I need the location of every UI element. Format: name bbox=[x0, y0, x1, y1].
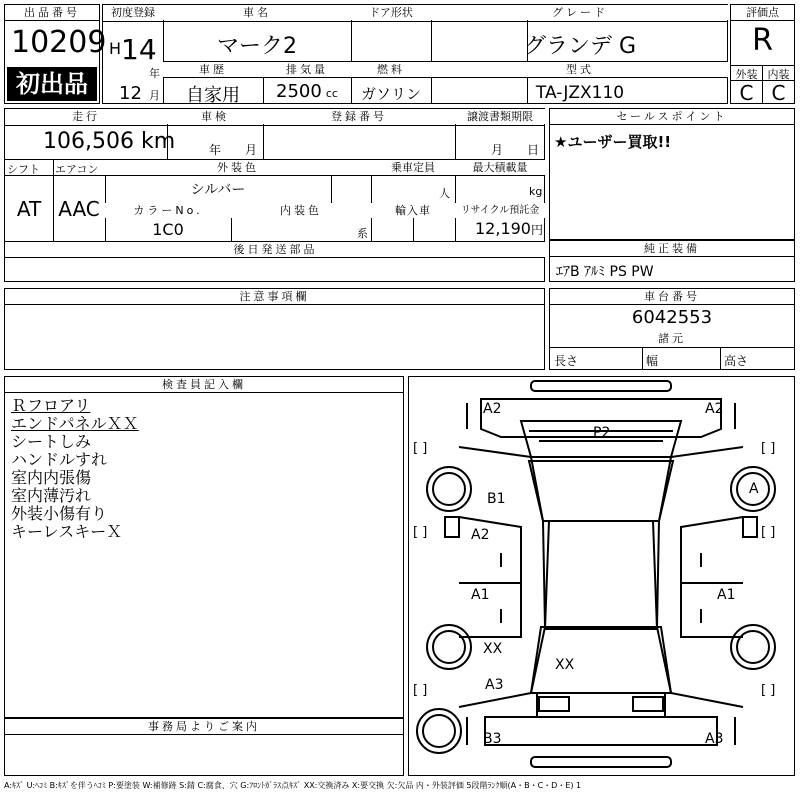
mileage-label: 走行 bbox=[5, 109, 167, 124]
inspector-notes bbox=[11, 397, 139, 541]
score-cell bbox=[730, 4, 795, 104]
damage-rear-door-right: A1 bbox=[717, 587, 736, 603]
car-diagram-box bbox=[408, 376, 795, 776]
note-item: エンドパネルＸＸ bbox=[11, 414, 139, 433]
length-label: 長さ bbox=[554, 354, 579, 368]
later-parts-label: 後日発送部品 bbox=[5, 242, 546, 257]
damage-front-door-left: A2 bbox=[471, 527, 490, 543]
legend: A:ｷｽﾞ U:ﾍｺﾐ B:ｷｽﾞを伴うﾍｺﾐ P:要塗装 W:補修跡 S:錆 C:腐食、穴 G:ﾌﾛﾝﾄｶﾞﾗｽ点ｷｽﾞ XX:交換済み X:要交換 欠:欠品 内・外装評価 5段階ﾗﾝｸ順(A・B・C・D・E) 1 bbox=[4, 781, 582, 790]
caution-label: 注意事項欄 bbox=[5, 289, 544, 305]
note-item: 室内内張傷 bbox=[11, 468, 92, 487]
transfer-month: 月 bbox=[491, 143, 504, 157]
lot-number: 10209 bbox=[11, 25, 107, 60]
chassis-box bbox=[549, 288, 795, 370]
damage-rear-door-left: A1 bbox=[471, 587, 490, 603]
displacement-number: 2500 bbox=[276, 81, 322, 102]
reg-year: 14 bbox=[121, 33, 157, 66]
score-value: R bbox=[752, 23, 773, 58]
sales-point-text: ★ユーザー買取!! bbox=[554, 133, 672, 151]
damage-rear-left: B3 bbox=[483, 731, 502, 747]
note-item: シートしみ bbox=[11, 432, 92, 451]
damage-front-fender-left: B1 bbox=[487, 491, 506, 507]
inspector-label: 検査員記入欄 bbox=[5, 377, 403, 393]
sales-point-label: セールスポイント bbox=[550, 109, 794, 125]
load-label: 最大積載量 bbox=[455, 160, 545, 175]
shift-label: シフト bbox=[7, 163, 40, 176]
interior-label: 内装 bbox=[767, 68, 790, 81]
door-label: ドア形状 bbox=[351, 5, 431, 20]
recycle-unit: 円 bbox=[530, 223, 543, 237]
ac-value: AAC bbox=[58, 197, 100, 221]
note-item: 外装小傷有り bbox=[11, 504, 108, 523]
exterior-label: 外装 bbox=[735, 68, 758, 81]
spec-table bbox=[4, 108, 545, 282]
import-label: 輸入車 bbox=[371, 203, 455, 218]
office-box bbox=[4, 718, 404, 776]
year-unit: 年 bbox=[149, 67, 160, 80]
damage-rear-fender-left: XX bbox=[483, 641, 503, 657]
mileage-unit: km bbox=[140, 129, 176, 154]
history-label: 車歴 bbox=[163, 62, 263, 77]
equipment-box bbox=[549, 240, 795, 282]
damage-front-wheel-right: A bbox=[749, 481, 759, 497]
mileage-number: 106,506 bbox=[43, 129, 134, 154]
car-name-label: 車名 bbox=[163, 5, 351, 20]
recycle-value bbox=[455, 219, 543, 238]
lot-label: 出品番号 bbox=[5, 5, 99, 21]
grade-label: グレード bbox=[431, 5, 729, 20]
damage-trunk: XX bbox=[555, 657, 575, 673]
era: H bbox=[109, 39, 122, 58]
transfer-day: 日 bbox=[527, 143, 540, 157]
load-unit: kg bbox=[529, 185, 543, 198]
bracket-rear-right: [ ] bbox=[761, 683, 776, 698]
equipment-text: ｴｱB ｱﾙﾐ PS PW bbox=[556, 264, 654, 280]
damage-rear-right: A3 bbox=[705, 731, 724, 747]
displacement-unit: cc bbox=[325, 87, 338, 100]
bracket-rear-left: [ ] bbox=[413, 683, 428, 698]
inspector-box bbox=[4, 376, 404, 718]
note-item: Ｒフロアリ bbox=[11, 396, 91, 415]
damage-front-right: A2 bbox=[705, 401, 724, 417]
score-label: 評価点 bbox=[731, 5, 794, 21]
width-label: 幅 bbox=[646, 354, 659, 368]
damage-rear-quarter-left: A3 bbox=[485, 677, 504, 693]
color-no-label: カラーNo. bbox=[105, 203, 231, 218]
capacity-label: 乗車定員 bbox=[371, 160, 455, 175]
lot-number-cell bbox=[4, 4, 107, 104]
transfer-label: 譲渡書類期限 bbox=[455, 109, 545, 124]
bracket-front-right: [ ] bbox=[761, 441, 776, 456]
inspection-month-unit: 月 bbox=[245, 143, 258, 157]
note-item: キーレスキーＸ bbox=[11, 522, 123, 541]
int-color-unit: 系 bbox=[357, 227, 368, 240]
main-header-grid bbox=[102, 4, 728, 104]
color-no-value: 1C0 bbox=[152, 220, 184, 239]
mileage-value bbox=[43, 129, 175, 154]
recycle-number: 12,190 bbox=[475, 219, 531, 238]
bracket-mid-right: [ ] bbox=[761, 525, 776, 540]
interior-value: C bbox=[771, 81, 786, 105]
fuel-label: 燃料 bbox=[351, 62, 431, 77]
office-label: 事務局よりご案内 bbox=[5, 719, 403, 735]
header-table bbox=[4, 4, 795, 104]
reg-number-label: 登録番号 bbox=[263, 109, 455, 124]
bracket-front-left: [ ] bbox=[413, 441, 428, 456]
chassis-number: 6042553 bbox=[631, 307, 713, 328]
fuel-value: ガソリン bbox=[360, 85, 421, 103]
note-item: 室内薄汚れ bbox=[11, 486, 92, 505]
car-name: マーク2 bbox=[217, 34, 297, 59]
height-label: 高さ bbox=[724, 354, 749, 368]
int-color-label: 内装色 bbox=[231, 203, 371, 218]
capacity-unit: 人 bbox=[439, 187, 450, 200]
recycle-label: リサイクル預託金 bbox=[455, 203, 545, 218]
reg-month: 12 bbox=[119, 83, 142, 104]
sales-point-box bbox=[549, 108, 795, 240]
grade-value: グランデ G bbox=[523, 34, 637, 59]
displacement-value bbox=[263, 81, 351, 102]
note-item: ハンドルすれ bbox=[11, 450, 108, 469]
color-value: シルバー bbox=[190, 182, 246, 198]
dims-label: 諸元 bbox=[550, 331, 794, 346]
displacement-label: 排気量 bbox=[263, 62, 351, 77]
month-unit: 月 bbox=[149, 89, 160, 102]
ac-label: エアコン bbox=[55, 163, 99, 176]
chassis-label: 車台番号 bbox=[550, 289, 794, 305]
equipment-label: 純正装備 bbox=[550, 241, 794, 257]
caution-box bbox=[4, 288, 545, 370]
inspection-year-unit: 年 bbox=[209, 143, 222, 157]
exterior-value: C bbox=[739, 81, 754, 105]
history-value: 自家用 bbox=[186, 85, 240, 106]
damage-hood: P2 bbox=[593, 425, 611, 441]
color-label: 外装色 bbox=[105, 160, 371, 175]
first-listing-badge: 初出品 bbox=[7, 67, 97, 101]
model-label: 型式 bbox=[431, 62, 729, 77]
inspection-label: 車検 bbox=[167, 109, 263, 124]
shift-value: AT bbox=[16, 197, 42, 221]
bracket-mid-left: [ ] bbox=[413, 525, 428, 540]
model-value: TA-JZX110 bbox=[535, 83, 625, 103]
damage-front-left: A2 bbox=[483, 401, 502, 417]
first-reg-label: 初度登録 bbox=[103, 5, 163, 20]
